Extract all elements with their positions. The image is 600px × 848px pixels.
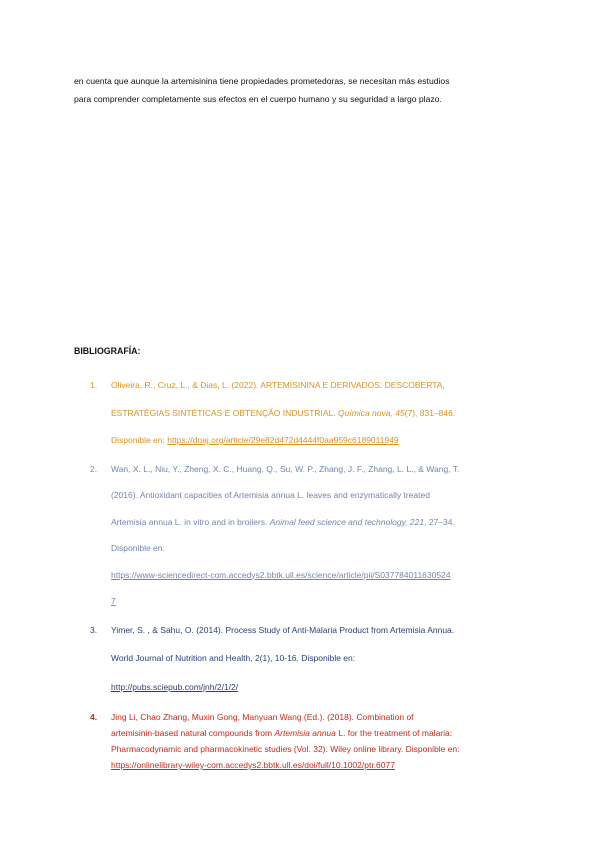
reference-text: Pharmacodynamic and pharmacokinetic studies (Vol. 32). Wiley online library. Disponible en: <box>111 744 460 754</box>
reference-number: 4. <box>90 712 98 722</box>
reference-link-line <box>111 588 530 615</box>
intro-line-2: para comprender completamente sus efectos en el cuerpo humano y su seguridad a largo plazo. <box>74 94 442 104</box>
journal-title: Animal feed science and technology, 221 <box>269 516 425 527</box>
reference-text: Yimer, S. , & Sahu, O. (2014). Process Study of Anti-Malaria Product from Artemisia Annua. <box>111 624 455 635</box>
reference-link[interactable]: https://www-sciencedirect-com.accedys2.bbtk.ull.es/science/article/pii/S037784011630524 <box>111 569 451 580</box>
reference-number: 3. <box>90 624 98 635</box>
bibliography-heading: BIBLIOGRAFÍA: <box>74 346 141 356</box>
reference-availability: Disponible en: <box>111 543 165 553</box>
reference-text: artemisinin-based natural compounds from Artemisia annua L. for the treatment of malaria: <box>111 728 453 738</box>
reference-4 <box>90 709 530 773</box>
reference-link[interactable]: http://pubs.sciepub.com/jnh/2/1/2/ <box>111 681 239 692</box>
reference-text: Artemisia annua L. in vitro and in broilers. Animal feed science and technology, 221, 27–34. <box>111 516 455 527</box>
bibliography-list <box>90 372 530 773</box>
reference-text: Jing Li, Chao Zhang, Muxin Gong, Manyuan Wang (Ed.). (2018). Combination of <box>111 712 414 722</box>
reference-link-line <box>111 757 530 773</box>
reference-number: 1. <box>90 380 98 390</box>
reference-1 <box>90 372 530 455</box>
reference-number: 2. <box>90 463 98 474</box>
reference-text: (2016). Antioxidant capacities of Artemisia annua L. leaves and enzymatically treated <box>111 490 430 500</box>
reference-text: Wan, X. L., Niu, Y., Zheng, X. C., Huang, Q., Su, W. P., Zhang, J. F., Zhang, L. L., & Wang, T. <box>111 463 460 474</box>
journal-title: Química nova, 45 <box>338 407 405 418</box>
reference-text: ESTRATÉGIAS SINTÉTICAS E OBTENÇÃO INDUSTRIAL. Química nova, 45(7), 831–846. <box>111 407 456 418</box>
species-name: Artemisia annua <box>274 728 336 738</box>
intro-paragraph <box>74 72 526 108</box>
reference-link-line <box>111 562 530 589</box>
reference-3 <box>90 616 530 702</box>
reference-link[interactable]: 7 <box>111 596 116 606</box>
intro-line-1: en cuenta que aunque la artemisinina tiene propiedades prometedoras, se necesitan más estudios <box>74 76 450 86</box>
reference-text: Oliveira, R., Cruz, L., & Dias, L. (2022). ARTEMISININA E DERIVADOS: DESCOBERTA, <box>111 380 445 390</box>
reference-link[interactable]: https://onlinelibrary-wiley-com.accedys2.bbtk.ull.es/doi/full/10.1002/ptr.6077 <box>111 760 395 770</box>
reference-link-line <box>111 673 530 702</box>
reference-2 <box>90 456 530 615</box>
reference-availability: Disponible en: https://doaj.org/article/29e82d472d4444f0aa959c6189011949 <box>111 435 399 445</box>
reference-text: World Journal of Nutrition and Health, 2(1), 10-16. Disponible en: <box>111 653 356 663</box>
reference-link[interactable]: https://doaj.org/article/29e82d472d4444f0aa959c6189011949 <box>167 435 399 445</box>
